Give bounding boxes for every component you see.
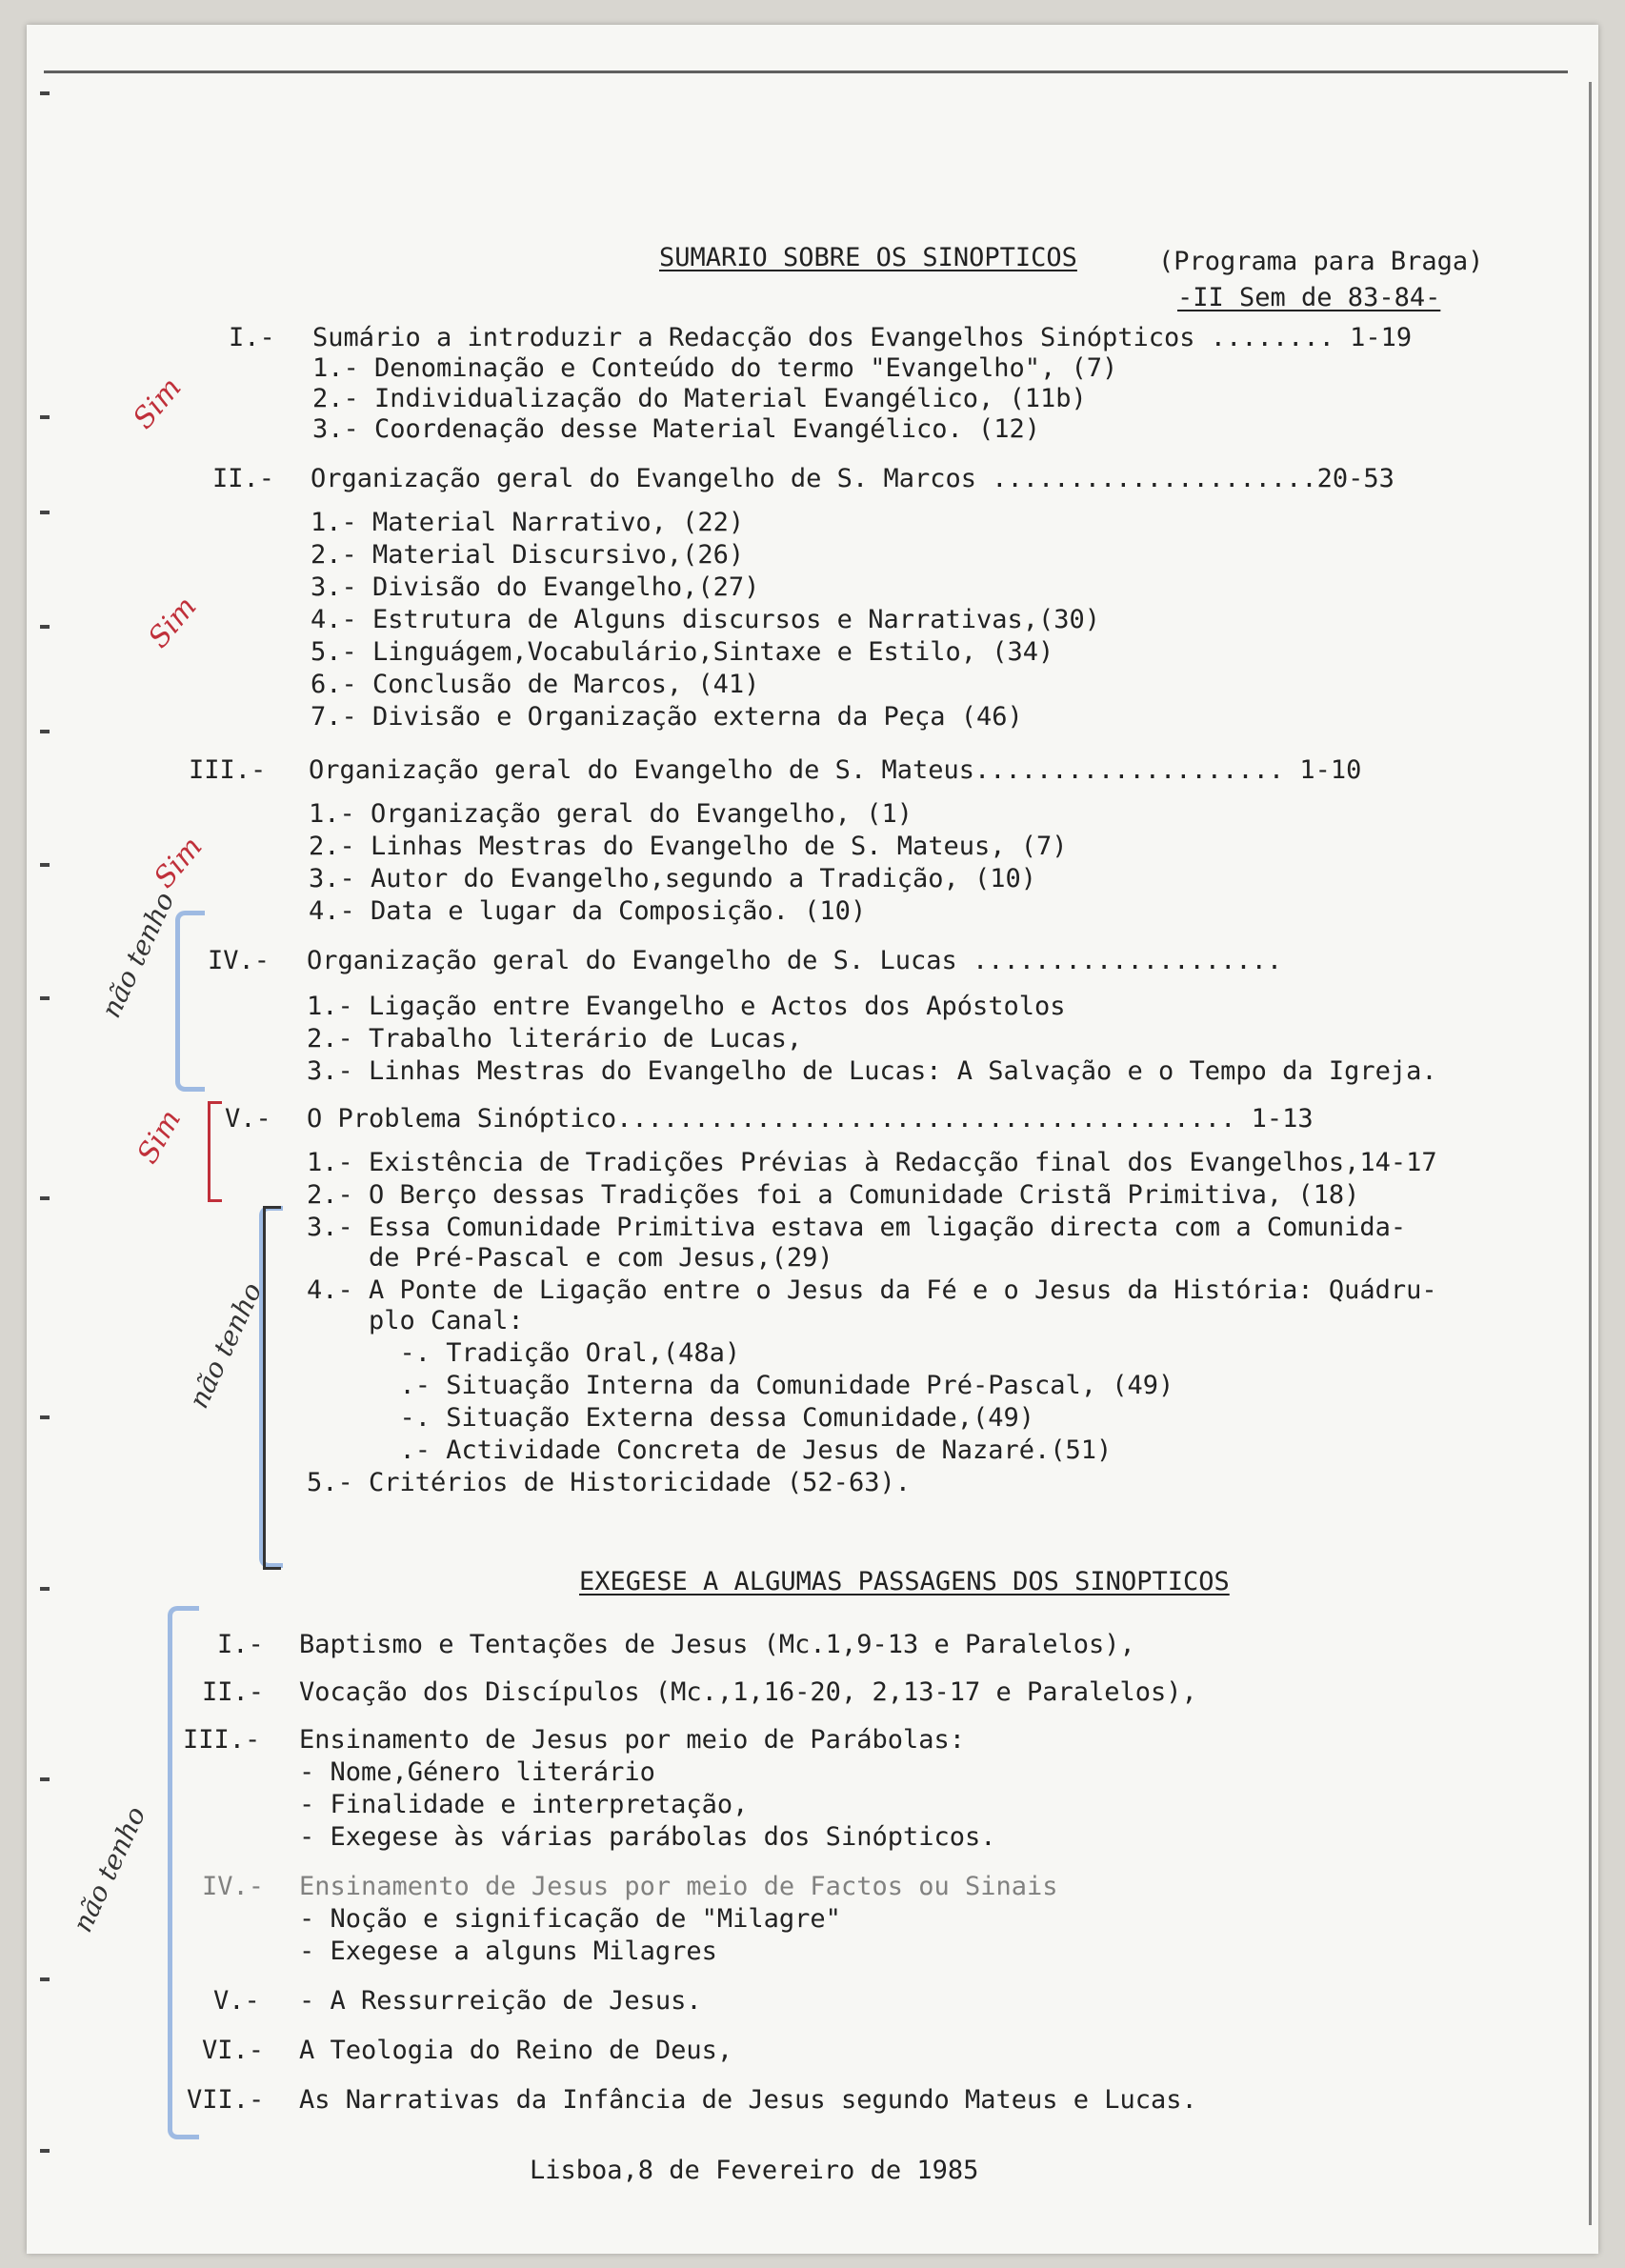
outline-line: 4.- Estrutura de Alguns discursos e Narrativas,(30) xyxy=(311,605,1101,634)
outline-line: 2.- Material Discursivo,(26) xyxy=(311,540,745,570)
outline-line: 2.- Linhas Mestras do Evangelho de S. Mateus, (7) xyxy=(309,832,1068,861)
exegese-line: Ensinamento de Jesus por meio de Factos ou Sinais xyxy=(299,1872,1058,1901)
outline-line: 3.- Essa Comunidade Primitiva estava em ligação directa com a Comunida- xyxy=(307,1213,1407,1242)
outline-line: Organização geral do Evangelho de S. Lucas .................... xyxy=(307,946,1283,975)
outline-line: 2.- Individualização do Material Evangélico, (11b) xyxy=(312,384,1087,413)
outline-num: II.- xyxy=(212,464,275,493)
outline-line: 2.- Trabalho literário de Lucas, xyxy=(307,1024,803,1054)
outline-line: plo Canal: xyxy=(307,1306,524,1335)
outline-line: 3.- Linhas Mestras do Evangelho de Lucas: A Salvação e o Tempo da Igreja. xyxy=(307,1056,1437,1086)
blue-bracket xyxy=(175,911,205,1092)
right-edge-line xyxy=(1589,82,1592,2225)
outline-line: Organização geral do Evangelho de S. Marcos .....................20-53 xyxy=(311,464,1394,493)
annotation-black: não tenho xyxy=(94,887,181,1023)
outline-num: IV.- xyxy=(208,946,271,975)
outline-line: 3.- Divisão do Evangelho,(27) xyxy=(311,572,760,602)
exegese-line: Baptismo e Tentações de Jesus (Mc.1,9-13 e Paralelos), xyxy=(299,1630,1135,1659)
outline-num: III.- xyxy=(189,755,267,785)
outline-line: .- Actividade Concreta de Jesus de Nazaré.(51) xyxy=(307,1435,1113,1465)
doc-subtitle: (Programa para Braga) xyxy=(1158,247,1484,276)
outline-line: 3.- Coordenação desse Material Evangélico. (12) xyxy=(312,414,1041,444)
section2-title: EXEGESE A ALGUMAS PASSAGENS DOS SINOPTICOS xyxy=(579,1567,1230,1596)
exegese-line: - A Ressurreição de Jesus. xyxy=(299,1986,702,2016)
outline-line: 1.- Existência de Tradições Prévias à Redacção final dos Evangelhos,14-17 xyxy=(307,1148,1437,1177)
exegese-num: I.- xyxy=(217,1630,264,1659)
annotation-black: não tenho xyxy=(66,1801,152,1937)
annotation-red: Sim xyxy=(148,830,210,895)
top-rule xyxy=(44,70,1568,73)
outline-num: V.- xyxy=(225,1104,271,1134)
exegese-line: A Teologia do Reino de Deus, xyxy=(299,2036,733,2065)
outline-line: 6.- Conclusão de Marcos, (41) xyxy=(311,670,760,699)
outline-line: 1.- Ligação entre Evangelho e Actos dos Apóstolos xyxy=(307,992,1066,1021)
exegese-num: II.- xyxy=(202,1677,265,1707)
annotation-black: não tenho xyxy=(182,1277,269,1414)
annotation-red: Sim xyxy=(127,371,189,436)
outline-num: I.- xyxy=(229,323,275,352)
outline-line: 1.- Organização geral do Evangelho, (1) xyxy=(309,799,913,829)
doc-semester: -II Sem de 83-84- xyxy=(1177,283,1441,312)
red-bracket xyxy=(208,1101,222,1202)
exegese-line: - Noção e significação de "Milagre" xyxy=(299,1904,841,1934)
exegese-line: - Exegese às várias parábolas dos Sinópticos. xyxy=(299,1822,996,1852)
exegese-line: Ensinamento de Jesus por meio de Parábolas: xyxy=(299,1725,965,1755)
exegese-line: - Finalidade e interpretação, xyxy=(299,1790,749,1819)
outline-line: -. Tradição Oral,(48a) xyxy=(307,1338,741,1368)
outline-line: Organização geral do Evangelho de S. Mateus.................... 1-10 xyxy=(309,755,1362,785)
outline-line: .- Situação Interna da Comunidade Pré-Pascal, (49) xyxy=(307,1371,1174,1400)
black-bracket xyxy=(263,1206,281,1570)
outline-line: 7.- Divisão e Organização externa da Peça (46) xyxy=(311,702,1023,732)
exegese-line: - Exegese a alguns Milagres xyxy=(299,1937,717,1966)
outline-line: 1.- Denominação e Conteúdo do termo "Evangelho", (7) xyxy=(312,353,1118,383)
outline-line: 3.- Autor do Evangelho,segundo a Tradição, (10) xyxy=(309,864,1037,893)
blue-bracket xyxy=(168,1606,199,2139)
exegese-num: VI.- xyxy=(202,2036,265,2065)
exegese-num: IV.- xyxy=(202,1872,265,1901)
outline-line: 5.- Critérios de Historicidade (52-63). xyxy=(307,1468,911,1497)
outline-line: 1.- Material Narrativo, (22) xyxy=(311,508,745,537)
annotation-red: Sim xyxy=(142,590,204,655)
exegese-line: - Nome,Género literário xyxy=(299,1757,655,1787)
outline-line: O Problema Sinóptico........................................ 1-13 xyxy=(307,1104,1314,1134)
exegese-line: Vocação dos Discípulos (Mc.,1,16-20, 2,13-17 e Paralelos), xyxy=(299,1677,1197,1707)
outline-line: -. Situação Externa dessa Comunidade,(49) xyxy=(307,1403,1035,1433)
document-sheet xyxy=(27,25,1598,2254)
doc-title: SUMARIO SOBRE OS SINOPTICOS xyxy=(659,243,1077,272)
outline-line: 4.- Data e lugar da Composição. (10) xyxy=(309,896,867,926)
outline-line: 5.- Linguágem,Vocabulário,Sintaxe e Estilo, (34) xyxy=(311,637,1054,667)
exegese-num: VII.- xyxy=(187,2085,265,2115)
place-date: Lisboa,8 de Fevereiro de 1985 xyxy=(530,2156,979,2185)
annotation-red: Sim xyxy=(130,1104,189,1170)
outline-line: 2.- O Berço dessas Tradições foi a Comunidade Cristã Primitiva, (18) xyxy=(307,1180,1360,1210)
outline-line: Sumário a introduzir a Redacção dos Evangelhos Sinópticos ........ 1-19 xyxy=(312,323,1413,352)
exegese-line: As Narrativas da Infância de Jesus segundo Mateus e Lucas. xyxy=(299,2085,1197,2115)
outline-line: 4.- A Ponte de Ligação entre o Jesus da Fé e o Jesus da História: Quádru- xyxy=(307,1275,1437,1305)
exegese-num: III.- xyxy=(183,1725,261,1755)
outline-line: de Pré-Pascal e com Jesus,(29) xyxy=(307,1243,833,1273)
exegese-num: V.- xyxy=(213,1986,260,2016)
